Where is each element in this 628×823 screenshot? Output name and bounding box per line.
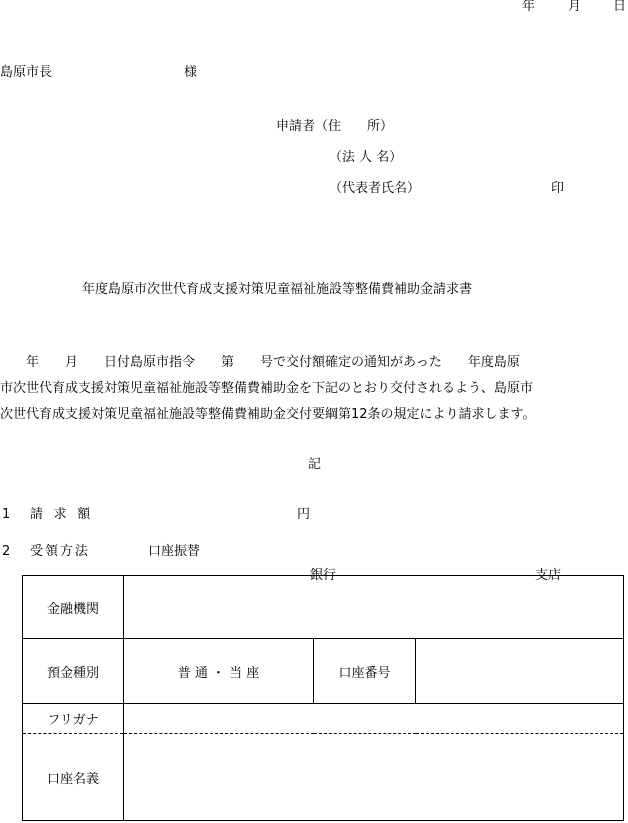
- item1-unit: 円: [297, 507, 311, 522]
- bank-account-table: [22, 568, 624, 821]
- document-title: 年度島原市次世代育成支援対策児童福祉施設等整備費補助金請求書: [82, 282, 473, 297]
- applicant-address-label: 申請者（住 所）: [276, 119, 394, 134]
- body-paragraph: [0, 350, 628, 428]
- account-number-label: 口座番号: [338, 665, 391, 681]
- bank-suffix: 銀行: [310, 568, 337, 583]
- item1-number: 1: [2, 507, 11, 522]
- applicant-rep-name-label: （代表者氏名）: [329, 181, 421, 196]
- account-holder-label-cell: [23, 734, 124, 821]
- body-line-1: 年 月 日付島原市指令 第 号で交付額確定の通知があった 年度島原: [0, 355, 520, 370]
- item2-label: 受領方法: [30, 544, 90, 559]
- furigana-label: フリガナ: [47, 713, 99, 728]
- applicant-corp-name-label: （法 人 名）: [329, 150, 403, 165]
- account-number-label-cell: [314, 639, 416, 704]
- date-day: 日: [613, 0, 627, 14]
- record-heading: 記: [308, 457, 322, 472]
- account-holder-value-cell[interactable]: [124, 734, 624, 821]
- account-number-value-cell[interactable]: [416, 639, 624, 704]
- item2-value: 口座振替: [148, 544, 201, 559]
- addressee-honorific: 様: [184, 65, 198, 80]
- seal-mark: 印: [551, 181, 565, 196]
- date-year: 年: [522, 0, 536, 14]
- account-holder-label: 口座名義: [46, 771, 99, 787]
- deposit-type-label-cell: [23, 639, 124, 704]
- institution-label-cell: [23, 576, 124, 639]
- date-month: 月: [568, 0, 582, 14]
- item1-label: 請 求 額: [30, 507, 94, 522]
- item2-number: 2: [2, 544, 11, 559]
- branch-suffix: 支店: [535, 568, 562, 583]
- furigana-label-cell: [23, 704, 124, 734]
- institution-value-cell[interactable]: [124, 568, 624, 639]
- deposit-type-label: 預金種別: [46, 665, 99, 681]
- furigana-value-cell[interactable]: [124, 704, 624, 734]
- body-line-2: 市次世代育成支援対策児童福祉施設等整備費補助金を下記のとおり交付されるよう、島原市: [0, 381, 534, 396]
- institution-label: 金融機関: [46, 601, 99, 617]
- deposit-type-value-cell[interactable]: [124, 639, 314, 704]
- deposit-type-value: 普 通 ・ 当 座: [177, 665, 260, 681]
- body-line-3: 次世代育成支援対策児童福祉施設等整備費補助金交付要綱第12条の規定により請求します。: [0, 407, 536, 422]
- addressee-name: 島原市長: [0, 65, 53, 80]
